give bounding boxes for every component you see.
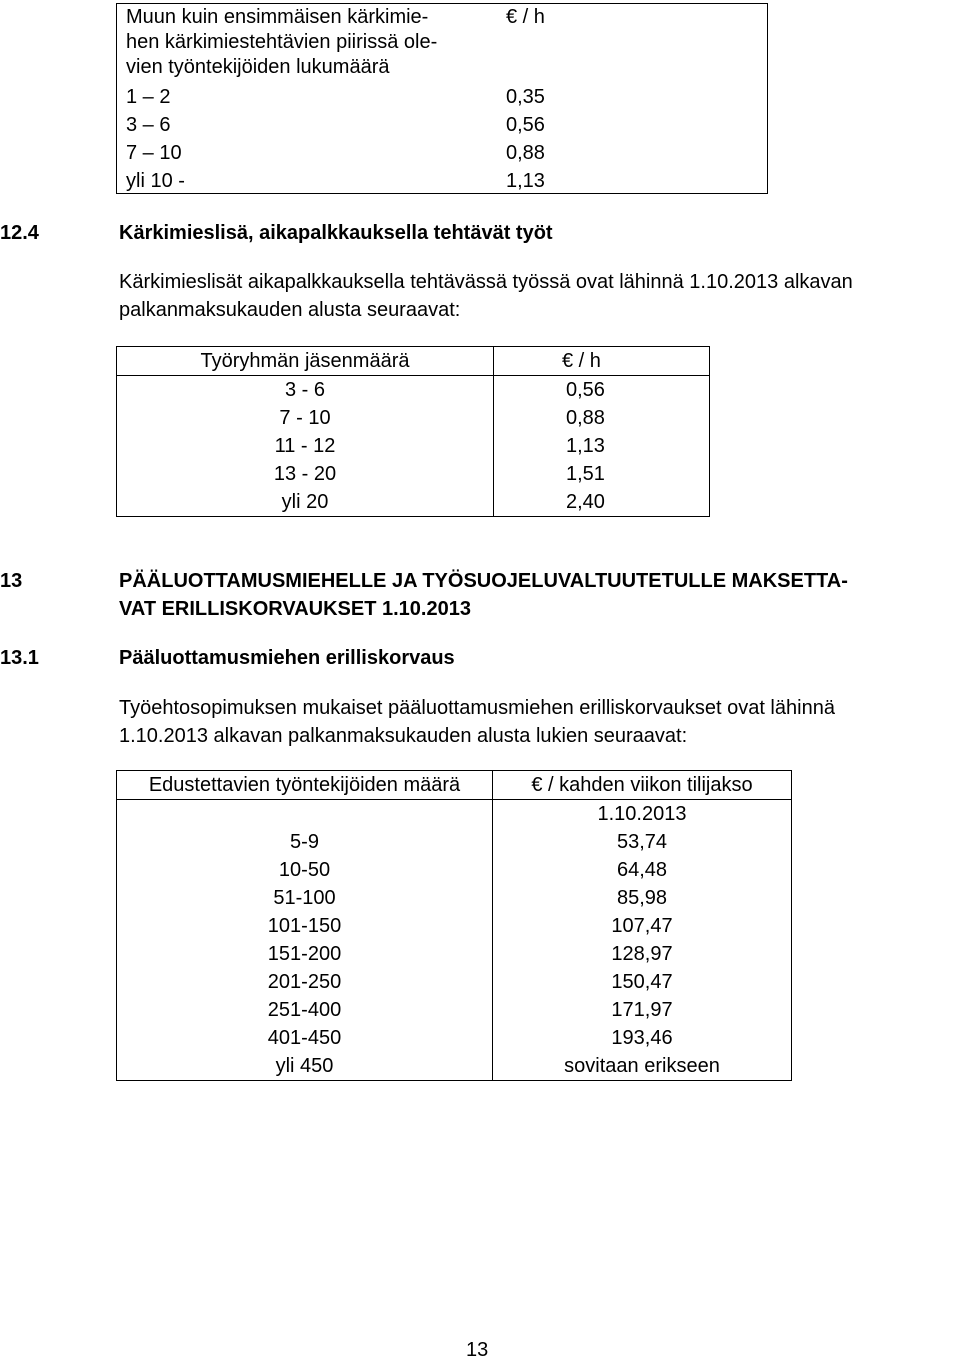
range-cell: 151-200: [117, 940, 493, 968]
section-title-line: PÄÄLUOTTAMUSMIEHELLE JA TYÖSUOJELUVALTUUTETULLE MAKSETTA-: [119, 570, 848, 592]
range-cell: 101-150: [117, 912, 493, 940]
section-12-4-title: Kärkimieslisä, aikapalkkauksella tehtävät työt: [119, 222, 553, 244]
value-cell: 0,35: [506, 86, 545, 108]
value-cell: 1,51: [566, 463, 605, 485]
value-cell: 128,97: [611, 943, 673, 965]
value-cell: 1,13: [566, 435, 605, 457]
value-cell: 0,56: [506, 114, 545, 136]
table-1: [116, 3, 768, 194]
table-1-header-line: hen kärkimiestehtävien piirissä ole-: [126, 31, 438, 53]
section-13-1-title: Pääluottamusmiehen erilliskorvaus: [119, 647, 455, 669]
section-12-4-number: 12.4: [0, 222, 39, 244]
range-cell: 201-250: [117, 968, 493, 996]
value-cell: 53,74: [616, 831, 668, 853]
range-cell: yli 450: [117, 1052, 493, 1081]
range-cell: 251-400: [117, 996, 493, 1024]
header-cell: € / h: [562, 350, 601, 372]
paragraph-line: Kärkimieslisät aikapalkkauksella tehtävässä työssä ovat lähinnä 1.10.2013 alkavan: [119, 271, 853, 293]
table-row: [117, 856, 792, 884]
section-13-title: [119, 567, 949, 623]
header-cell-empty: [117, 800, 493, 829]
table-row: [117, 884, 792, 912]
range-cell: 7 - 10: [117, 404, 494, 432]
section-12-4-paragraph: [119, 268, 955, 324]
table-row: [126, 111, 726, 139]
paragraph-line: 1.10.2013 alkavan palkanmaksukauden alusta lukien seuraavat:: [119, 725, 688, 747]
value-cell: 0,88: [506, 142, 545, 164]
range-cell: 7 – 10: [126, 142, 182, 164]
range-cell: 13 - 20: [117, 460, 494, 488]
table-3: [116, 770, 792, 1081]
section-13-1-paragraph: [119, 694, 955, 750]
value-cell: sovitaan erikseen: [564, 1055, 720, 1077]
table-row: [117, 432, 710, 460]
header-cell: [493, 771, 792, 800]
range-cell: yli 10 -: [126, 170, 185, 192]
page-number: 13: [466, 1339, 489, 1361]
value-cell: 1,13: [506, 170, 545, 192]
table-header-row: [117, 347, 710, 376]
table-row: [126, 167, 726, 195]
header-cell: Työryhmän jäsenmäärä: [117, 347, 494, 376]
header-cell: Edustettavien työntekijöiden määrä: [117, 771, 493, 800]
value-cell: 85,98: [616, 887, 668, 909]
table-row: [117, 460, 710, 488]
table-row: [126, 139, 726, 167]
value-cell: 193,46: [611, 1027, 673, 1049]
paragraph-line: palkanmaksukauden alusta seuraavat:: [119, 299, 461, 321]
table-row: [117, 940, 792, 968]
paragraph-line: Työehtosopimuksen mukaiset pääluottamusmiehen erilliskorvaukset ovat lähinnä: [119, 697, 835, 719]
section-13-number: 13: [0, 570, 23, 592]
table-1-header-line: Muun kuin ensimmäisen kärkimie-: [126, 6, 429, 28]
value-cell: 2,40: [566, 491, 605, 513]
table-row: [117, 404, 710, 432]
range-cell: 11 - 12: [117, 432, 494, 460]
table-1-rows: [126, 83, 726, 195]
table-row: [117, 376, 710, 405]
range-cell: 1 – 2: [126, 86, 171, 108]
table-header-row: [117, 800, 792, 829]
range-cell: 3 - 6: [117, 376, 494, 405]
value-cell: 107,47: [611, 915, 673, 937]
value-cell: 64,48: [616, 859, 668, 881]
section-13-1-number: 13.1: [0, 647, 39, 669]
value-cell: 0,56: [566, 379, 605, 401]
range-cell: 5-9: [117, 828, 493, 856]
range-cell: 401-450: [117, 1024, 493, 1052]
table-row: [117, 828, 792, 856]
value-cell: 0,88: [566, 407, 605, 429]
table-1-header-right: € / h: [506, 6, 545, 28]
value-cell: 150,47: [611, 971, 673, 993]
table-row: [117, 488, 710, 517]
range-cell: yli 20: [117, 488, 494, 517]
table-row: [117, 1024, 792, 1052]
section-title-line: VAT ERILLISKORVAUKSET 1.10.2013: [119, 598, 471, 620]
range-cell: 3 – 6: [126, 114, 171, 136]
range-cell: 10-50: [117, 856, 493, 884]
table-1-header-left: [126, 5, 496, 80]
table-header-row: [117, 771, 792, 800]
table-1-header-line: vien työntekijöiden lukumäärä: [126, 56, 390, 78]
table-2: [116, 346, 710, 517]
value-cell: 171,97: [611, 999, 673, 1021]
header-cell: 1.10.2013: [597, 803, 687, 825]
table-row: [117, 968, 792, 996]
header-line: € / kahden viikon tilijakso: [531, 774, 753, 796]
table-row: [117, 1052, 792, 1081]
range-cell: 51-100: [117, 884, 493, 912]
table-row: [126, 83, 726, 111]
table-row: [117, 996, 792, 1024]
table-row: [117, 912, 792, 940]
